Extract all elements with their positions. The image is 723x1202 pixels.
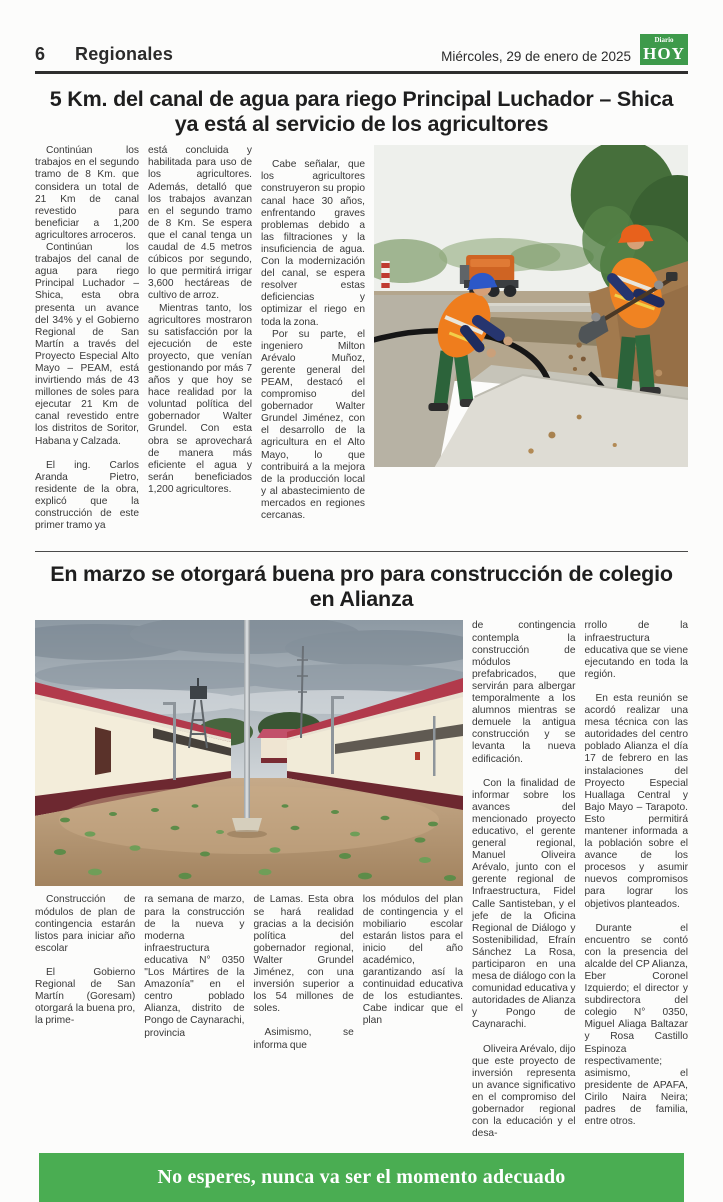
paragraph: Continúan los trabajos del canal de agua para riego Principal Luchador – Shica, esta obra presenta un avance del 34% y el Gobierno Regional de San Martín a través del Proyecto Especial Alto Mayo – PEAM, está invirtiendo más de 43 millones de soles para ejecutar 21 Km de canal revestido entre los distritos de Soritor, Habana y Calzada. — [35, 242, 139, 447]
masthead-rule — [35, 71, 688, 74]
paragraph: El Gobierno Regional de San Martín (Goresam) otorgará la buena pro, la prime- — [35, 966, 136, 1027]
article1-headline: 5 Km. del canal de agua para riego Principal Luchador – Shica ya está al servicio de los agricultores — [49, 87, 674, 137]
article2-bottom-columns — [35, 894, 463, 1051]
article2-right-column-2 — [585, 620, 689, 1140]
section-title: Regionales — [75, 44, 174, 64]
article2-bottom-column-2 — [144, 894, 244, 1051]
logo-top-text: Diario — [654, 36, 674, 44]
canal-construction-photo — [374, 145, 688, 467]
striped-sign — [381, 261, 389, 291]
paragraph: Por su parte, el ingeniero Milton Arévalo Muñoz, gerente general del PEAM, destacó el compromiso del gobernador Walter Grundel Jiménez, con el desarrollo de la agricultura en el Alto Mayo, lo que contribuirá a la mejora de la producción local y al abastecimiento de mercados en regiones cercanas. — [261, 328, 365, 521]
paragraph: Construcción de módulos de plan de contingencia estarán listos para iniciar año escolar — [35, 894, 136, 954]
paragraph: Durante el encuentro se contó con la presencia del alcalde del CP Alianza, Eber Coronel Izquierdo; el director y subdirectora del colegio N° 0350, Miguel Aliaga Baltazar y Rosa Castillo Espinoza respectivamente; asimismo, el presidente de APAFA, Cirilo Naira Neira; padres de familia, entre otros. — [584, 922, 688, 1128]
article2-headline: En marzo se otorgará buena pro para construcción de colegio en Alianza — [50, 562, 673, 612]
article1-column-2 — [148, 145, 252, 532]
paragraph: Oliveira Arévalo, dijo que este proyecto de inversión representa un avance significativo en el compromiso del gobernador regional con la educación y el desa- — [472, 1043, 576, 1140]
article2-right-columns — [472, 620, 688, 1140]
paragraph: Mientras tanto, los agricultores mostraron su satisfacción por la ejecución de este proyecto, que venían gestionando por más 7 años y que hoy se hace realidad por la voluntad política del gobernador Walter Grundel. Con esta obra se aprovechará de manera más eficiente el agua y serán beneficiados 1,200 agricultores. — [148, 302, 252, 495]
canal-photo-illustration — [374, 145, 688, 467]
banner-text: No esperes, nunca va ser el momento adecuado — [157, 1166, 566, 1189]
paragraph: los módulos del plan de contingencia y el mobiliario escolar estarán listos para el inicio del año académico, garantizando así la continuidad educativa de los estudiantes. Cabe indicar que el plan — [362, 894, 463, 1027]
paragraph: de Lamas. Esta obra se hará realidad gracias a la decisión política del gobernador regional, Walter Grundel Jiménez, con una inversión superior a los 54 millones de soles. — [253, 894, 354, 1015]
edition-date: Miércoles, 29 de enero de 2025 — [441, 49, 631, 64]
article2-bottom-column-1 — [35, 894, 135, 1051]
diario-hoy-logo — [640, 34, 688, 65]
paragraph: Cabe señalar, que los agricultores construyeron su propio canal hace 30 años, enfrentando graves problemas debido a las filtraciones y la insuficiencia de agua. Con la modernización del canal, se espera resolver estas deficiencias y optimizar el riego en toda la zona. — [261, 159, 365, 328]
article2-right-column-1 — [472, 620, 576, 1140]
paragraph: Asimismo, se informa que — [253, 1027, 354, 1051]
article1-column-3 — [261, 145, 365, 532]
bottom-slogan-banner — [39, 1153, 684, 1202]
logo-main-text: HOY — [643, 44, 685, 63]
paragraph: En esta reunión se acordó realizar una mesa técnica con las autoridades del centro poblado Alianza el día 17 de febrero en las instalaciones del Proyecto Especial Huallaga Central y Bajo Mayo – Tarapoto. Esto permitirá mantener informada a la población sobre el avance de los procesos y asumir nuevos compromisos para lograr los objetivos planteados. — [584, 692, 688, 910]
page-number: 6 — [35, 44, 46, 64]
paragraph: rrollo de la infraestructura educativa que se viene ejecutando en toda la región. — [584, 620, 688, 680]
article-divider-rule — [35, 551, 688, 552]
paragraph: El ing. Carlos Aranda Pietro, residente de la obra, explicó que la construcción de este primer tramo ya — [35, 459, 139, 532]
article2-left-block — [35, 620, 463, 1140]
article1-column-1 — [35, 145, 139, 532]
paragraph: está concluida y habilitada para uso de los agricultores. Además, detalló que los trabajos avanzan en el segundo tramo de 8 Km. Se espera que el canal tenga un caudal de 4.5 metros cúbicos por segundo, lo que permitirá irrigar 3,600 hectáreas de cultivo de arroz. — [148, 145, 252, 302]
paver-highlight — [474, 303, 591, 306]
paragraph: Continúan los trabajos en el segundo tramo de 8 Km. que considera un total de 21 Km de canal revestido para beneficiar a 1,200 agricultores arroceros. — [35, 145, 139, 241]
paragraph: de contingencia contempla la construcción de módulos prefabricados, que servirán para albergar temporalmente a los alumnos mientras se demuele la antigua construcción y se levanta la nueva edificación. — [472, 620, 576, 765]
school-courtyard-photo — [35, 620, 463, 886]
paragraph: Con la finalidad de informar sobre los avances del mencionado proyecto educativo, el gerente general regional, Manuel Oliveira Arévalo, junto con el gerente regional de Infraestructura, Fidel Calle Santisteban, y el jefe de la Oficina Regional de Diálogo y Sostenibilidad, Efraín Sánchez La Rosa, participaron en una mesa de diálogo con la comunidad educativa y autoridades de Alianza y Pongo de Caynarachi. — [472, 777, 576, 1031]
article2-bottom-column-3 — [254, 894, 354, 1051]
masthead — [35, 34, 688, 65]
paragraph: ra semana de marzo, para la construcción de la nueva y moderna infraestructura educativa N° 0350 "Los Mártires de la Amazonía" en el centro poblado Alianza, distrito de Pongo de Caynarachi, provincia — [144, 894, 245, 1039]
school-photo-illustration — [35, 620, 463, 886]
article2-bottom-column-4 — [363, 894, 463, 1051]
article1-body — [35, 145, 688, 532]
article2-body — [35, 620, 688, 1140]
